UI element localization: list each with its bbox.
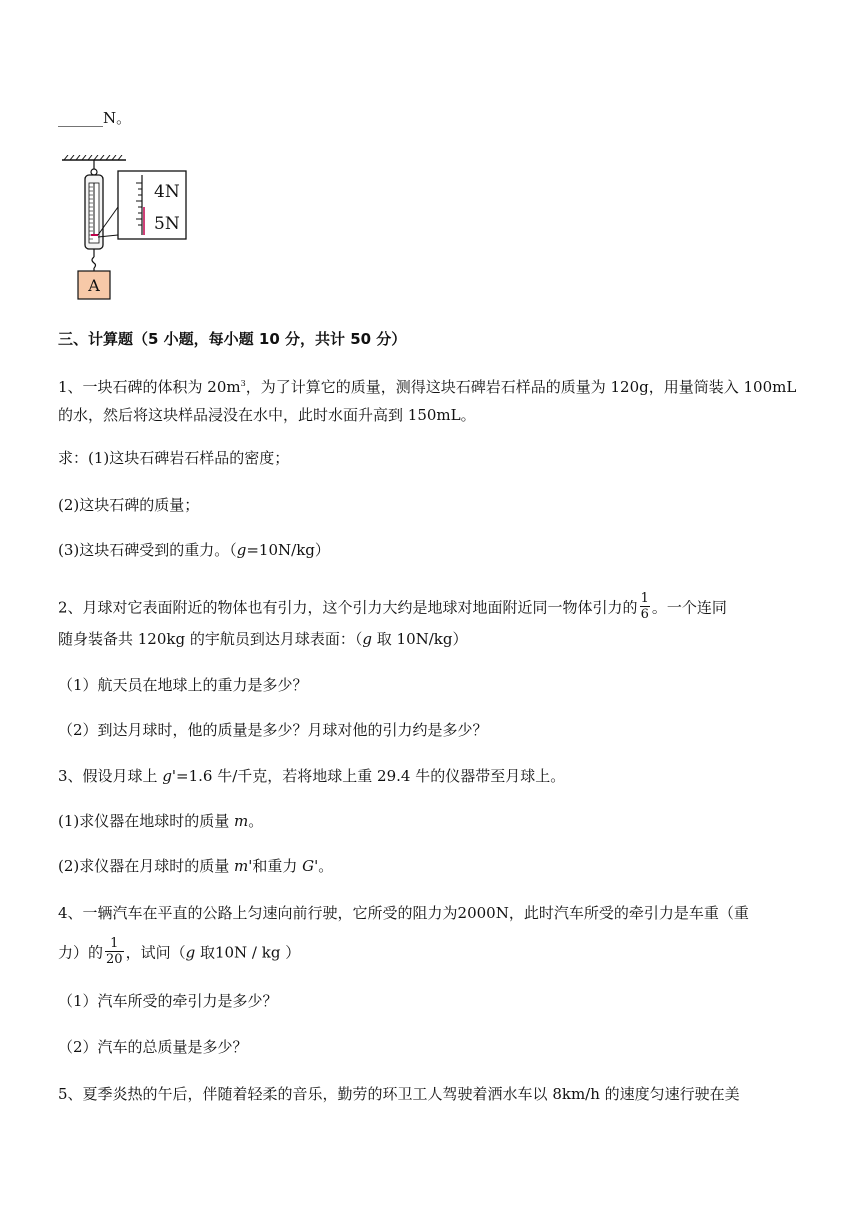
q2-line-1: 2、月球对它表面附近的物体也有引力，这个引力大约是地球对地面附近同一物体引力的 $\frac{1}{6}$ 。一个连同 — [58, 591, 727, 622]
scale-label-upper: 4N — [154, 182, 180, 202]
answer-fragment — [58, 108, 131, 128]
q4-line-2: 力）的 $\frac{1}{20}$ ，试问（g 取10N / kg ） — [58, 936, 301, 967]
answer-blank: ______ — [58, 109, 103, 127]
q4-line-1: 4、一辆汽车在平直的公路上匀速向前行驶，它所受的阻力为2000N，此时汽车所受的牵引力是车重（重 — [58, 904, 749, 922]
q2-sub-2: （2）到达月球时，他的质量是多少？月球对他的引力约是多少？ — [58, 721, 488, 739]
q1-sub-3: (3)这块石碑受到的重力。（g=10N/kg） — [58, 541, 330, 559]
scale-label-lower: 5N — [154, 214, 180, 234]
fraction-one-sixth: $\frac{1}{6}$ — [640, 591, 649, 622]
block-label: A — [88, 276, 100, 295]
q1-sub-2: (2)这块石碑的质量； — [58, 496, 200, 514]
q3-sub-1: (1)求仪器在地球时的质量 m。 — [58, 812, 264, 830]
q3-sub-2: (2)求仪器在月球时的质量 m'和重力 G'。 — [58, 857, 334, 875]
q5-line-1: 5、夏季炎热的午后，伴随着轻柔的音乐，勤劳的环卫工人驾驶着洒水车以 8km/h 的速度匀速行驶在美 — [58, 1085, 740, 1103]
spring-scale-figure — [60, 155, 190, 303]
q1-line-2: 的水，然后将这块样品浸没在水中，此时水面升高到 150mL。 — [58, 406, 476, 424]
q2-sub-1: （1）航天员在地球上的重力是多少？ — [58, 676, 308, 694]
q4-sub-1: （1）汽车所受的牵引力是多少？ — [58, 992, 278, 1010]
fraction-one-twentieth: $\frac{1}{20}$ — [106, 936, 123, 967]
bottom-hook — [92, 257, 96, 268]
q3-line-1: 3、假设月球上 g'=1.6 牛/千克，若将地球上重 29.4 牛的仪器带至月球上。 — [58, 767, 566, 785]
q4-sub-2: （2）汽车的总质量是多少？ — [58, 1038, 248, 1056]
top-ring — [91, 169, 97, 175]
q1-sub-1: 求：(1)这块石碑岩石样品的密度； — [58, 449, 290, 467]
q1-line-1: 1、一块石碑的体积为 $20m^3$，为了计算它的质量，测得这块石碑岩石样品的质量为 120g，用量筒装入 100mL — [58, 378, 797, 396]
section-title: 三、计算题（5 小题，每小题 10 分，共计 50 分） — [58, 330, 407, 348]
q2-line-2: 随身装备共 120kg 的宇航员到达月球表面：（g 取 10N/kg） — [58, 630, 468, 648]
answer-unit: N。 — [103, 109, 132, 127]
